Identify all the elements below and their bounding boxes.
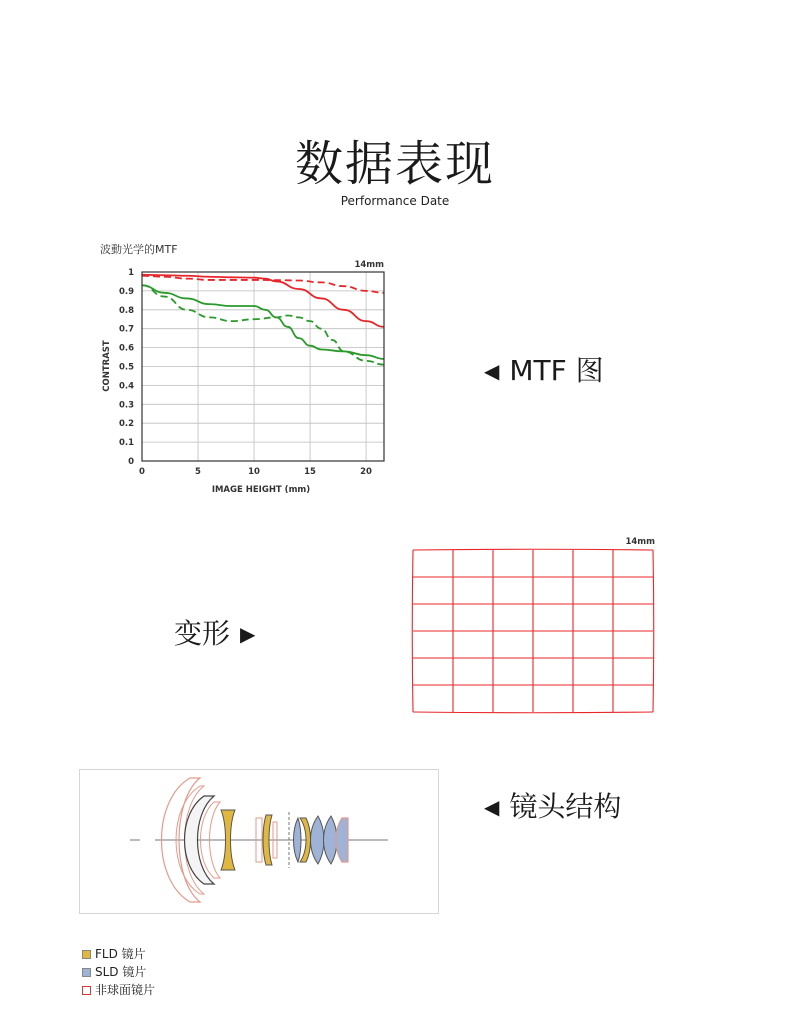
- mtf-x-tick: 0: [139, 467, 145, 477]
- mtf-y-tick: 0.1: [118, 438, 134, 449]
- sld-swatch-icon: [82, 968, 91, 977]
- distortion-focal-label: 14mm: [625, 537, 655, 547]
- mtf-x-tick: 20: [360, 467, 372, 477]
- mtf-section-label: [484, 354, 604, 388]
- lens-construction-diagram: [79, 769, 439, 914]
- sld-element-2: [311, 816, 325, 864]
- lens-diagram-svg: [80, 770, 438, 913]
- distortion-v-line: [653, 550, 654, 712]
- left-triangle-icon: ◀: [484, 795, 500, 819]
- legend-item-sld: [82, 963, 155, 981]
- distortion-grid: [412, 549, 654, 713]
- mtf-x-tick-labels: [139, 467, 372, 477]
- mtf-y-tick: 0.8: [118, 305, 134, 316]
- mtf-y-tick: 0.5: [118, 362, 134, 373]
- distortion-chart: [408, 534, 662, 720]
- mtf-x-tick: 15: [304, 467, 316, 477]
- mtf-x-tick: 10: [248, 467, 260, 477]
- mtf-y-tick: 0.3: [118, 400, 134, 411]
- right-triangle-icon: ▶: [240, 622, 256, 646]
- mtf-focal-label: 14mm: [354, 260, 384, 270]
- distortion-h-line: [413, 712, 653, 713]
- legend-item-aspherical: [82, 981, 155, 999]
- fld-swatch-icon: [82, 950, 91, 959]
- mtf-y-tick: 0: [128, 457, 134, 467]
- mtf-grid: [142, 272, 384, 461]
- mtf-series-group: [142, 275, 384, 365]
- mtf-x-axis-label: IMAGE HEIGHT (mm): [211, 485, 311, 495]
- mtf-y-tick: 0.9: [118, 286, 134, 297]
- distortion-h-line: [413, 549, 653, 550]
- mtf-y-tick: 0.4: [118, 381, 134, 392]
- mtf-label-text: MTF 图: [509, 354, 604, 387]
- mtf-chart-title: 波動光学的MTF: [100, 243, 178, 256]
- aspherical-element-rear: [336, 818, 348, 862]
- mtf-y-tick: 0.2: [118, 419, 134, 430]
- mtf-chart: [95, 238, 395, 500]
- legend-item-fld: [82, 945, 155, 963]
- distortion-v-line: [412, 550, 413, 712]
- legend-label: SLD 镜片: [95, 965, 147, 979]
- mtf-x-tick: 5: [195, 467, 201, 477]
- page-title: 数据表现: [294, 136, 495, 192]
- sld-element-3: [324, 816, 338, 864]
- sld-element-1: [294, 818, 302, 862]
- aspherical-swatch-icon: [82, 986, 91, 995]
- mtf-y-tick: 0.7: [118, 324, 134, 335]
- distortion-label-text: 变形: [174, 617, 231, 650]
- mtf-series-1-line: [142, 275, 384, 327]
- legend-label: 非球面镜片: [95, 983, 156, 997]
- lens-section-label: [484, 790, 621, 824]
- mtf-y-axis-label: CONTRAST: [102, 340, 112, 392]
- mtf-y-tick: 1: [128, 268, 134, 278]
- legend: [82, 945, 155, 999]
- distortion-section-label: [174, 617, 255, 651]
- mtf-y-tick-labels: [119, 268, 134, 467]
- page-subtitle: Performance Date: [340, 194, 450, 208]
- lens-label-text: 镜头结构: [509, 790, 622, 823]
- left-triangle-icon: ◀: [484, 359, 500, 383]
- legend-label: FLD 镜片: [95, 947, 146, 961]
- mtf-y-tick: 0.6: [118, 343, 134, 354]
